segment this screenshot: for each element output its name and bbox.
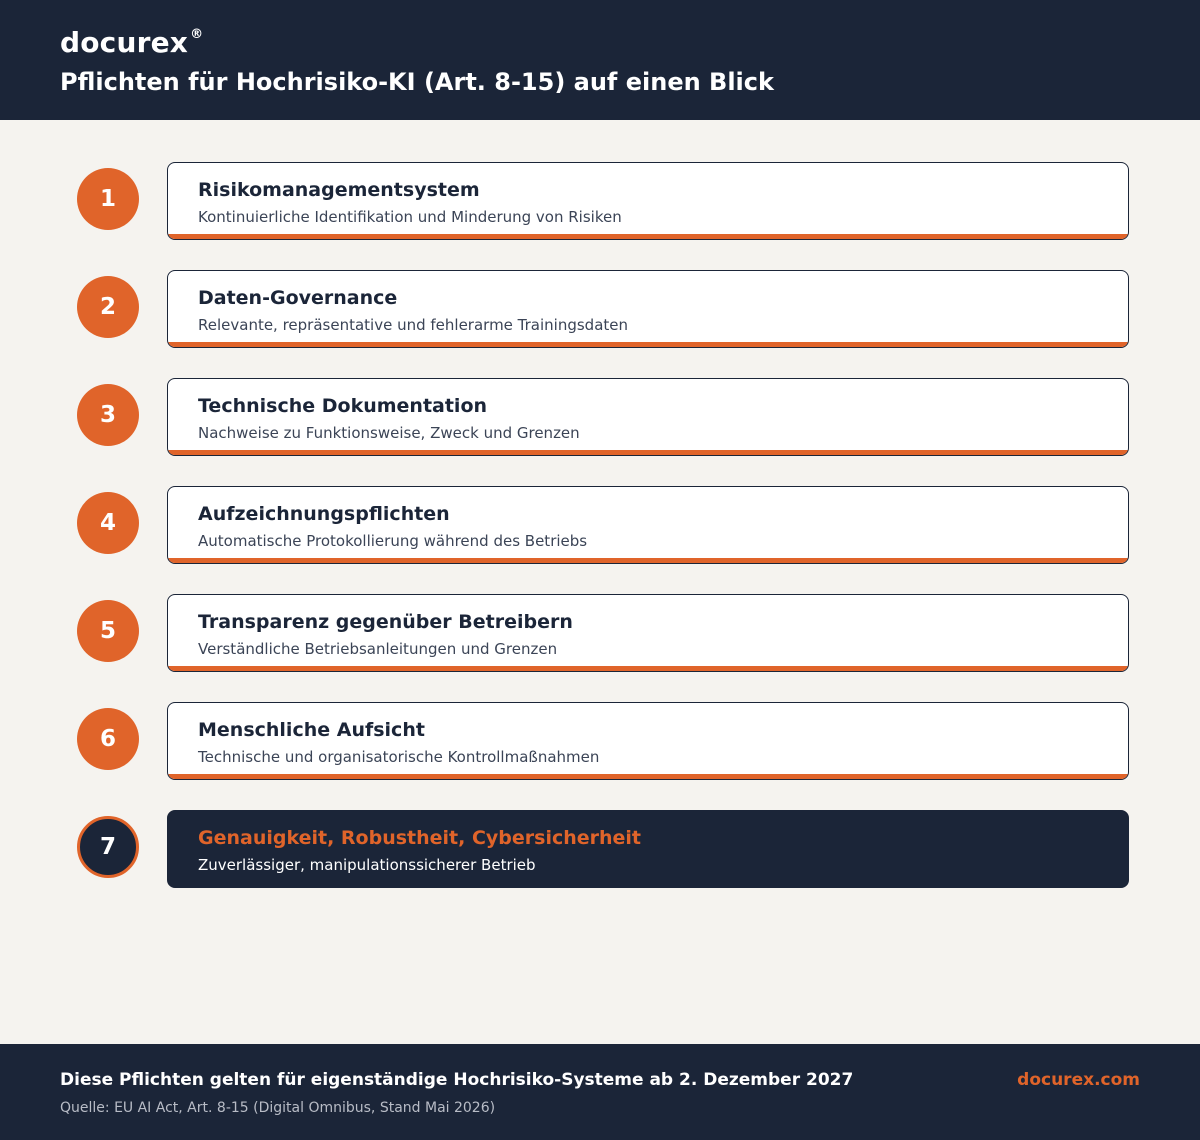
- step-number-6: 6: [77, 708, 139, 770]
- brand-name: docurex: [60, 26, 189, 59]
- obligation-description-7: Zuverlässiger, manipulationssicherer Betrieb: [198, 856, 536, 874]
- website-link[interactable]: docurex.com: [1017, 1070, 1140, 1090]
- obligation-description-3: Nachweise zu Funktionsweise, Zweck und Grenzen: [198, 424, 580, 442]
- header: [0, 0, 1200, 120]
- obligation-title-6: Menschliche Aufsicht: [198, 719, 425, 741]
- obligation-item-1: [0, 162, 1200, 242]
- obligation-card-1: [167, 162, 1129, 240]
- obligation-description-1: Kontinuierliche Identifikation und Minderung von Risiken: [198, 208, 622, 226]
- obligation-item-2: [0, 270, 1200, 350]
- step-number-3: 3: [77, 384, 139, 446]
- obligation-item-4: [0, 486, 1200, 566]
- obligation-item-5: [0, 594, 1200, 674]
- obligation-title-5: Transparenz gegenüber Betreibern: [198, 611, 573, 633]
- step-number-4: 4: [77, 492, 139, 554]
- obligation-card-6: [167, 702, 1129, 780]
- step-number-5: 5: [77, 600, 139, 662]
- footer-source: Quelle: EU AI Act, Art. 8-15 (Digital Omnibus, Stand Mai 2026): [60, 1100, 496, 1116]
- obligation-description-5: Verständliche Betriebsanleitungen und Grenzen: [198, 640, 558, 658]
- obligation-item-6: [0, 702, 1200, 782]
- obligation-card-7: [167, 810, 1129, 888]
- obligation-title-3: Technische Dokumentation: [198, 395, 488, 417]
- step-number-1: 1: [77, 168, 139, 230]
- obligation-title-4: Aufzeichnungspflichten: [198, 503, 450, 525]
- obligation-card-5: [167, 594, 1129, 672]
- registered-mark: ®: [190, 26, 204, 42]
- step-number-7: 7: [77, 816, 139, 878]
- obligation-description-6: Technische und organisatorische Kontrollmaßnahmen: [198, 748, 600, 766]
- obligation-item-7: [0, 810, 1200, 890]
- brand-logo: [60, 26, 203, 59]
- obligation-card-2: [167, 270, 1129, 348]
- obligation-title-2: Daten-Governance: [198, 287, 398, 309]
- obligation-card-3: [167, 378, 1129, 456]
- obligation-description-2: Relevante, repräsentative und fehlerarme Trainingsdaten: [198, 316, 629, 334]
- obligation-description-4: Automatische Protokollierung während des Betriebs: [198, 532, 588, 550]
- obligation-card-4: [167, 486, 1129, 564]
- obligation-title-7: Genauigkeit, Robustheit, Cybersicherheit: [198, 827, 642, 849]
- obligation-item-3: [0, 378, 1200, 458]
- step-number-2: 2: [77, 276, 139, 338]
- footer-note: Diese Pflichten gelten für eigenständige Hochrisiko-Systeme ab 2. Dezember 2027: [60, 1070, 854, 1090]
- footer: [0, 1044, 1200, 1140]
- page-title: Pflichten für Hochrisiko-KI (Art. 8-15) auf einen Blick: [60, 68, 774, 96]
- obligation-title-1: Risikomanagementsystem: [198, 179, 480, 201]
